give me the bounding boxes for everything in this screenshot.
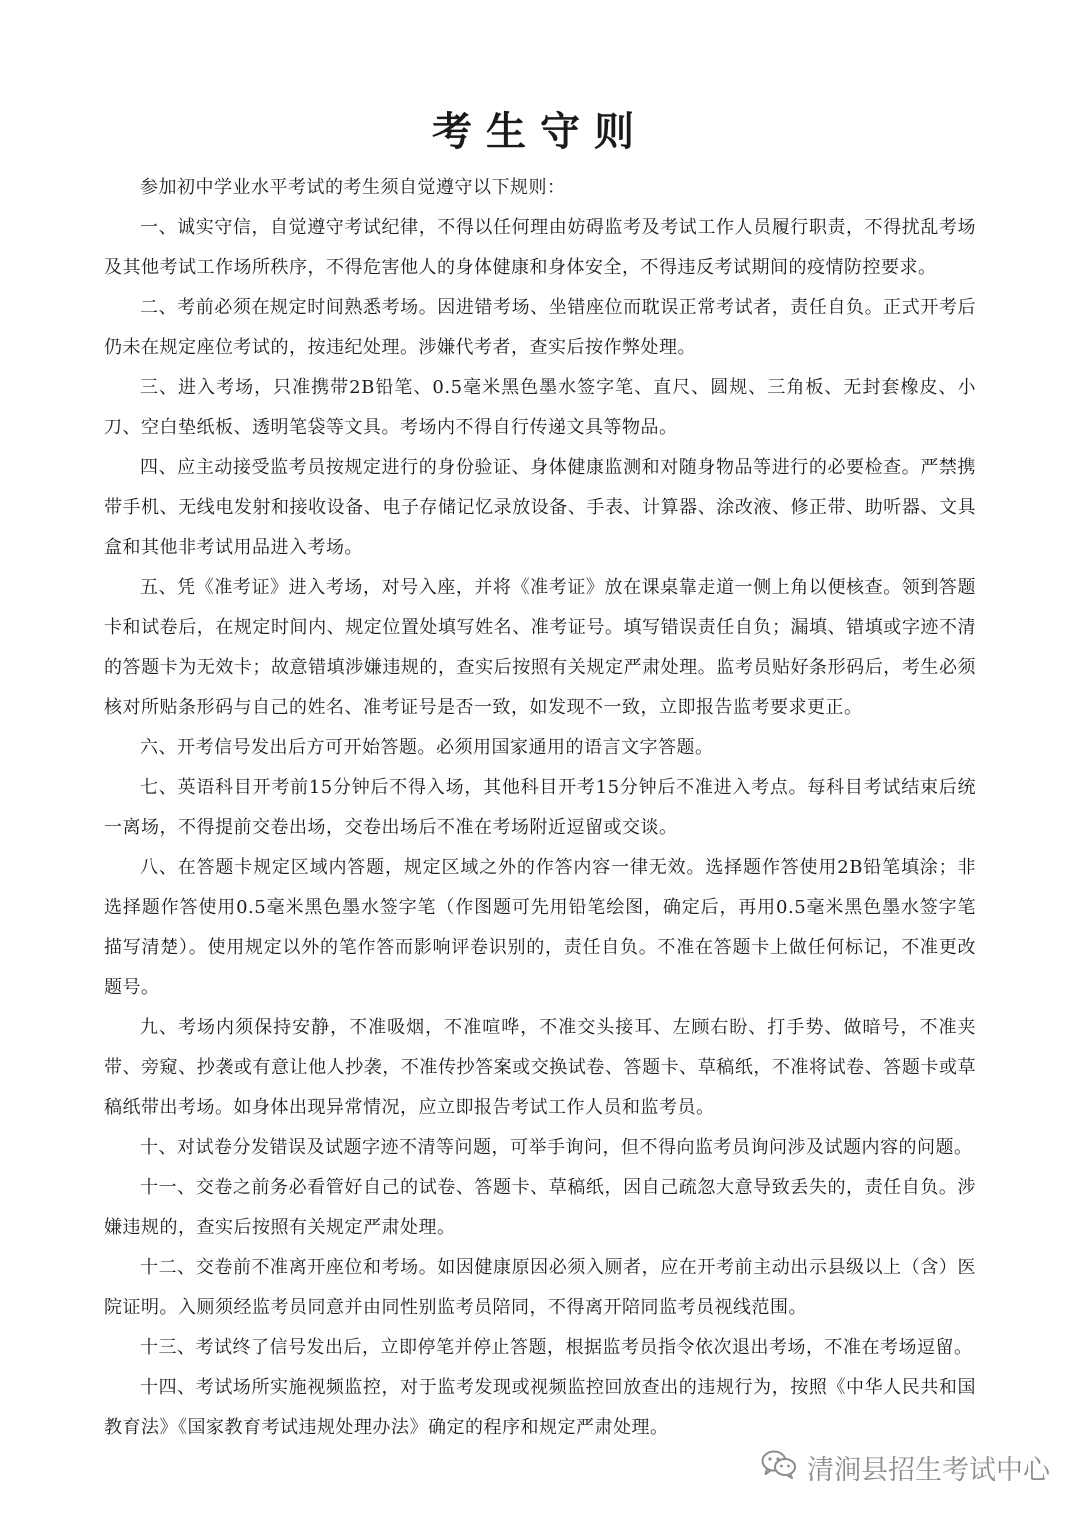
rule-paragraph: 三、进入考场，只准携带2B铅笔、0.5毫米黑色墨水签字笔、直尺、圆规、三角板、无封套橡皮、小刀、空白垫纸板、透明笔袋等文具。考场内不得自行传递文具等物品。 <box>104 377 976 438</box>
rule-paragraph: 六、开考信号发出后方可开始答题。必须用国家通用的语言文字答题。 <box>140 737 714 758</box>
rule-paragraph: 七、英语科目开考前15分钟后不得入场，其他科目开考15分钟后不准进入考点。每科目考试结束后统一离场，不得提前交卷出场，交卷出场后不准在考场附近逗留或交谈。 <box>104 777 976 838</box>
wechat-icon <box>761 1449 797 1486</box>
rule-paragraph: 五、凭《准考证》进入考场，对号入座，并将《准考证》放在课桌靠走道一侧上角以便核查。领到答题卡和试卷后，在规定时间内、规定位置处填写姓名、准考证号。填写错误责任自负；漏填、错填或字迹不清的答题卡为无效卡；故意错填涉嫌违规的，查实后按照有关规定严肃处理。监考员贴好条形码后，考生必须核对所贴条形码与自己的姓名、准考证号是否一致，如发现不一致，立即报告监考要求更正。 <box>104 577 976 718</box>
rule-paragraph: 十四、考试场所实施视频监控，对于监考发现或视频监控回放查出的违规行为，按照《中华人民共和国教育法》《国家教育考试违规处理办法》确定的程序和规定严肃处理。 <box>104 1377 976 1438</box>
watermark-text: 清涧县招生考试中心 <box>807 1455 1050 1486</box>
document-body <box>104 168 976 1448</box>
rule-paragraph: 十、对试卷分发错误及试题字迹不清等问题，可举手询问，但不得向监考员询问涉及试题内容的问题。 <box>140 1137 973 1158</box>
document-title: 考生守则 <box>432 108 648 155</box>
rule-paragraph: 十三、考试终了信号发出后，立即停笔并停止答题，根据监考员指令依次退出考场，不准在考场逗留。 <box>140 1337 973 1358</box>
rule-paragraph: 一、诚实守信，自觉遵守考试纪律，不得以任何理由妨碍监考及考试工作人员履行职责，不得扰乱考场及其他考试工作场所秩序，不得危害他人的身体健康和身体安全，不得违反考试期间的疫情防控要求。 <box>104 217 976 278</box>
rule-paragraph: 二、考前必须在规定时间熟悉考场。因进错考场、坐错座位而耽误正常考试者，责任自负。正式开考后仍未在规定座位考试的，按违纪处理。涉嫌代考者，查实后按作弊处理。 <box>104 297 976 358</box>
rule-paragraph: 九、考场内须保持安静，不准吸烟，不准喧哗，不准交头接耳、左顾右盼、打手势、做暗号，不准夹带、旁窥、抄袭或有意让他人抄袭，不准传抄答案或交换试卷、答题卡、草稿纸，不准将试卷、答题卡或草稿纸带出考场。如身体出现异常情况，应立即报告考试工作人员和监考员。 <box>104 1017 976 1118</box>
rule-paragraph: 十二、交卷前不准离开座位和考场。如因健康原因必须入厕者，应在开考前主动出示县级以上（含）医院证明。入厕须经监考员同意并由同性别监考员陪同，不得离开陪同监考员视线范围。 <box>104 1257 976 1318</box>
rule-paragraph: 四、应主动接受监考员按规定进行的身份验证、身体健康监测和对随身物品等进行的必要检查。严禁携带手机、无线电发射和接收设备、电子存储记忆录放设备、手表、计算器、涂改液、修正带、助听器、文具盒和其他非考试用品进入考场。 <box>104 457 976 558</box>
rule-paragraph: 八、在答题卡规定区域内答题，规定区域之外的作答内容一律无效。选择题作答使用2B铅笔填涂；非选择题作答使用0.5毫米黑色墨水签字笔（作图题可先用铅笔绘图，确定后，再用0.5毫米黑色墨水签字笔描写清楚）。使用规定以外的笔作答而影响评卷识别的，责任自负。不准在答题卡上做任何标记，不准更改题号。 <box>104 857 976 998</box>
intro-paragraph: 参加初中学业水平考试的考生须自觉遵守以下规则： <box>140 177 566 198</box>
rule-paragraph: 十一、交卷之前务必看管好自己的试卷、答题卡、草稿纸，因自己疏忽大意导致丢失的，责任自负。涉嫌违规的，查实后按照有关规定严肃处理。 <box>104 1177 976 1238</box>
watermark <box>761 1448 1050 1487</box>
